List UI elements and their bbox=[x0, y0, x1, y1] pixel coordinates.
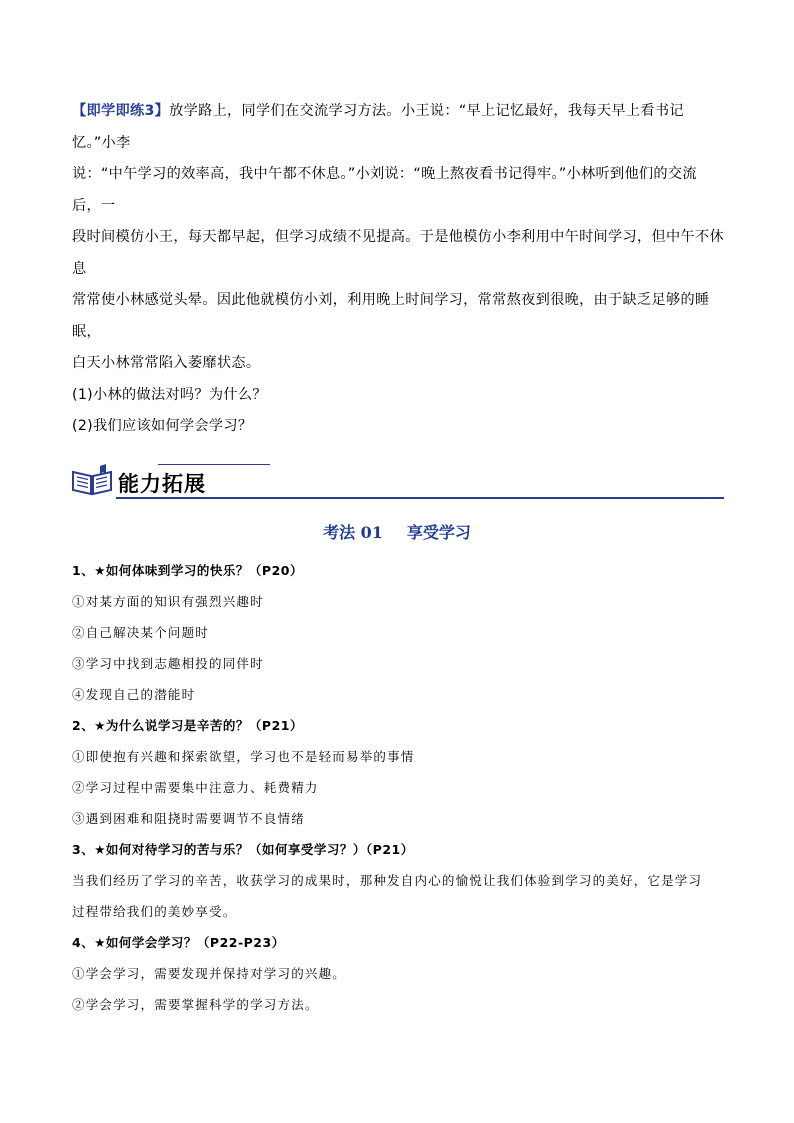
exercise-question-2: (2)我们应该如何学会学习？ bbox=[72, 418, 253, 434]
point-question-4: 4、★如何学会学习？（P22-P23） bbox=[72, 935, 285, 950]
section-header bbox=[70, 460, 724, 502]
point-question-3: 3、★如何对待学习的苦与乐？（如何享受学习？）（P21） bbox=[72, 842, 414, 857]
answer-line: 过程带给我们的美妙享受。 bbox=[72, 904, 237, 919]
header-rule bbox=[116, 497, 724, 499]
section-title: 能力拓展 bbox=[118, 472, 206, 496]
list-item: ②学会学习，需要掌握科学的学习方法。 bbox=[72, 997, 319, 1012]
answer-line: 当我们经历了学习的辛苦，收获学习的成果时，那种发自内心的愉悦让我们体验到学习的美好，它是学习 bbox=[72, 873, 703, 888]
exercise-line: 放学路上，同学们在交流学习方法。小王说：“早上记忆最好，我每天早上看书记忆。”小李 bbox=[72, 103, 684, 151]
list-item: ①学会学习，需要发现并保持对学习的兴趣。 bbox=[72, 966, 347, 981]
list-item: ①即使抱有兴趣和探索欲望，学习也不是轻而易举的事情 bbox=[72, 749, 415, 764]
list-item: ④发现自己的潜能时 bbox=[72, 687, 196, 702]
exercise-paragraph bbox=[72, 96, 724, 159]
exercise-line: 常常使小林感觉头晕。因此他就模仿小刘，利用晚上时间学习，常常熬夜到很晚，由于缺乏足够的睡眠， bbox=[72, 292, 710, 340]
list-item: ①对某方面的知识有强烈兴趣时 bbox=[72, 594, 264, 609]
header-top-rule bbox=[158, 464, 270, 465]
exercise-line: 说：“中午学习的效率高，我中午都不休息。”小刘说：“晚上熬夜看书记得牢。”小林听到他们的交流后，一 bbox=[72, 166, 697, 214]
kaofa-name: 享受学习 bbox=[406, 523, 471, 542]
exercise-question-1: (1)小林的做法对吗？为什么？ bbox=[72, 386, 267, 403]
point-question-2: 2、★为什么说学习是辛苦的？（P21） bbox=[72, 718, 303, 733]
exercise-line: 白天小林常常陷入萎靡状态。 bbox=[72, 355, 261, 371]
exercise-block bbox=[72, 96, 724, 443]
list-item: ③学习中找到志趣相投的同伴时 bbox=[72, 656, 264, 671]
list-item: ③遇到困难和阻挠时需要调节不良情绪 bbox=[72, 811, 305, 826]
point-question-1: 1、★如何体味到学习的快乐？（P20） bbox=[72, 563, 303, 578]
list-item: ②学习过程中需要集中注意力、耗费精力 bbox=[72, 780, 319, 795]
list-item: ②自己解决某个问题时 bbox=[72, 625, 210, 640]
open-book-icon bbox=[70, 462, 114, 498]
kaofa-number: 考法 01 bbox=[323, 523, 383, 542]
knowledge-points bbox=[72, 555, 724, 1020]
exercise-line: 段时间模仿小王，每天都早起，但学习成绩不见提高。于是他模仿小李利用中午时间学习，但中午不休息 bbox=[72, 229, 724, 277]
kaofa-title bbox=[0, 520, 794, 543]
exercise-tag: 【即学即练3】 bbox=[72, 103, 170, 119]
